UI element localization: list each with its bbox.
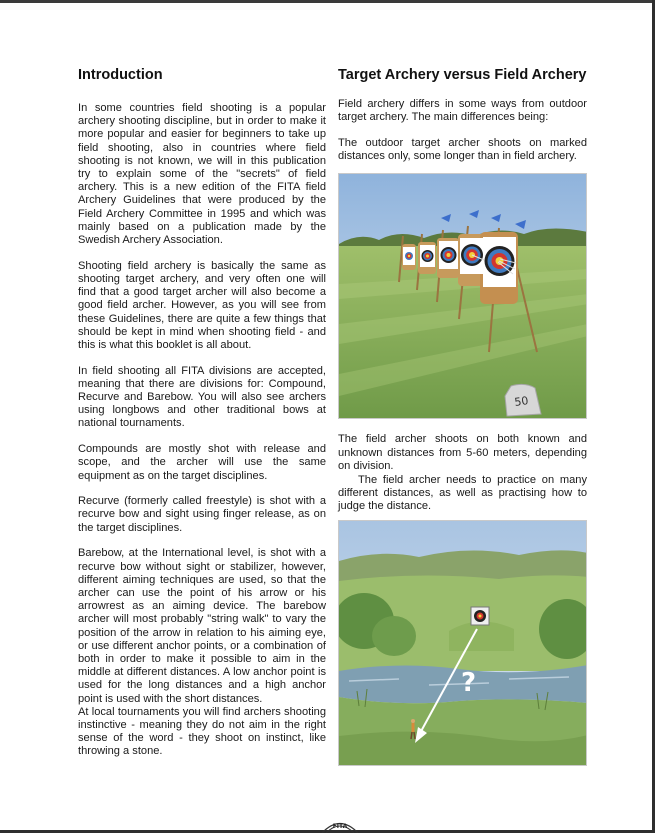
left-column xyxy=(78,62,326,759)
differences-paragraph: Field archery differs in some ways from outdoor target archery. The main differences being: xyxy=(338,98,587,124)
svg-text:FITA: FITA xyxy=(332,823,348,830)
fita-logo xyxy=(318,816,362,833)
introduction-heading: Introduction xyxy=(78,67,163,83)
compound-paragraph: Compounds are mostly shot with release and scope, and the archer will use the same equipment as on the target disciplines. xyxy=(78,443,326,482)
intro-paragraph: In some countries field shooting is a popular archery shooting discipline, but in order to make it more popular and easier for beginners to take up field shooting, also in countries where field shooting is not known, we will in this publication try to explain some of the "secrets" of field archery. This is a new edition of the FITA field Archery Guidelines that were produced by the Field Archery Committee in 1995 and which was mainly based on a publication made by the Swedish Archery Association. xyxy=(78,102,326,247)
distance-marker-label: 50 xyxy=(513,394,530,410)
field-archery-illustration xyxy=(338,520,587,766)
distance-question-mark: ? xyxy=(461,667,477,698)
right-column xyxy=(338,62,587,766)
instinctive-paragraph: At local tournaments you will find archers shooting instinctive - meaning they do not aim in the right sense of the word - they shoot on instinct, like throwing a stone. xyxy=(78,705,326,758)
target-vs-field-heading: Target Archery versus Field Archery xyxy=(338,67,587,83)
page-frame-top xyxy=(0,0,655,3)
field-distances-paragraph: The field archer shoots on both known and unknown distances from 5-60 meters, depending on division. xyxy=(338,433,587,472)
recurve-paragraph: Recurve (formerly called freestyle) is shot with a recurve bow and sight using finger release, as on the target disciplines. xyxy=(78,495,326,534)
barebow-paragraph: Barebow, at the International level, is shot with a recurve bow without sight or stabilizer, however, different aiming techniques are used, so that the archer can use the point of his arrow or his arrowrest as an aiming device. The barebow archer will most probably "string walk" to vary the position of the arrow in relation to his aiming eye, or use different anchor points, or a combination of both in order to make it possible to aim in the middle at different distances. A low anchor point is used for the long distances and a high anchor point is used with the short distances. xyxy=(78,547,326,705)
practice-paragraph: The field archer needs to practice on many different distances, as well as practising how to judge the distance. xyxy=(338,473,587,513)
outdoor-target-paragraph: The outdoor target archer shoots on marked distances only, some longer than in field archery. xyxy=(338,136,587,163)
field-vs-target-paragraph: Shooting field archery is basically the same as shooting target archery, and very often one will find that a good target archer will also become a good field archer. However, as you will see from these Guidelines, there are quite a few things that should be kept in mind when shooting field - and this is what this booklet is all about. xyxy=(78,259,326,351)
divisions-paragraph: In field shooting all FITA divisions are accepted, meaning that there are divisions for: Compound, Recurve and Barebow. You will also see archers using longbows and other traditional bows at national tournaments. xyxy=(78,364,326,430)
target-archery-photo xyxy=(338,173,587,419)
